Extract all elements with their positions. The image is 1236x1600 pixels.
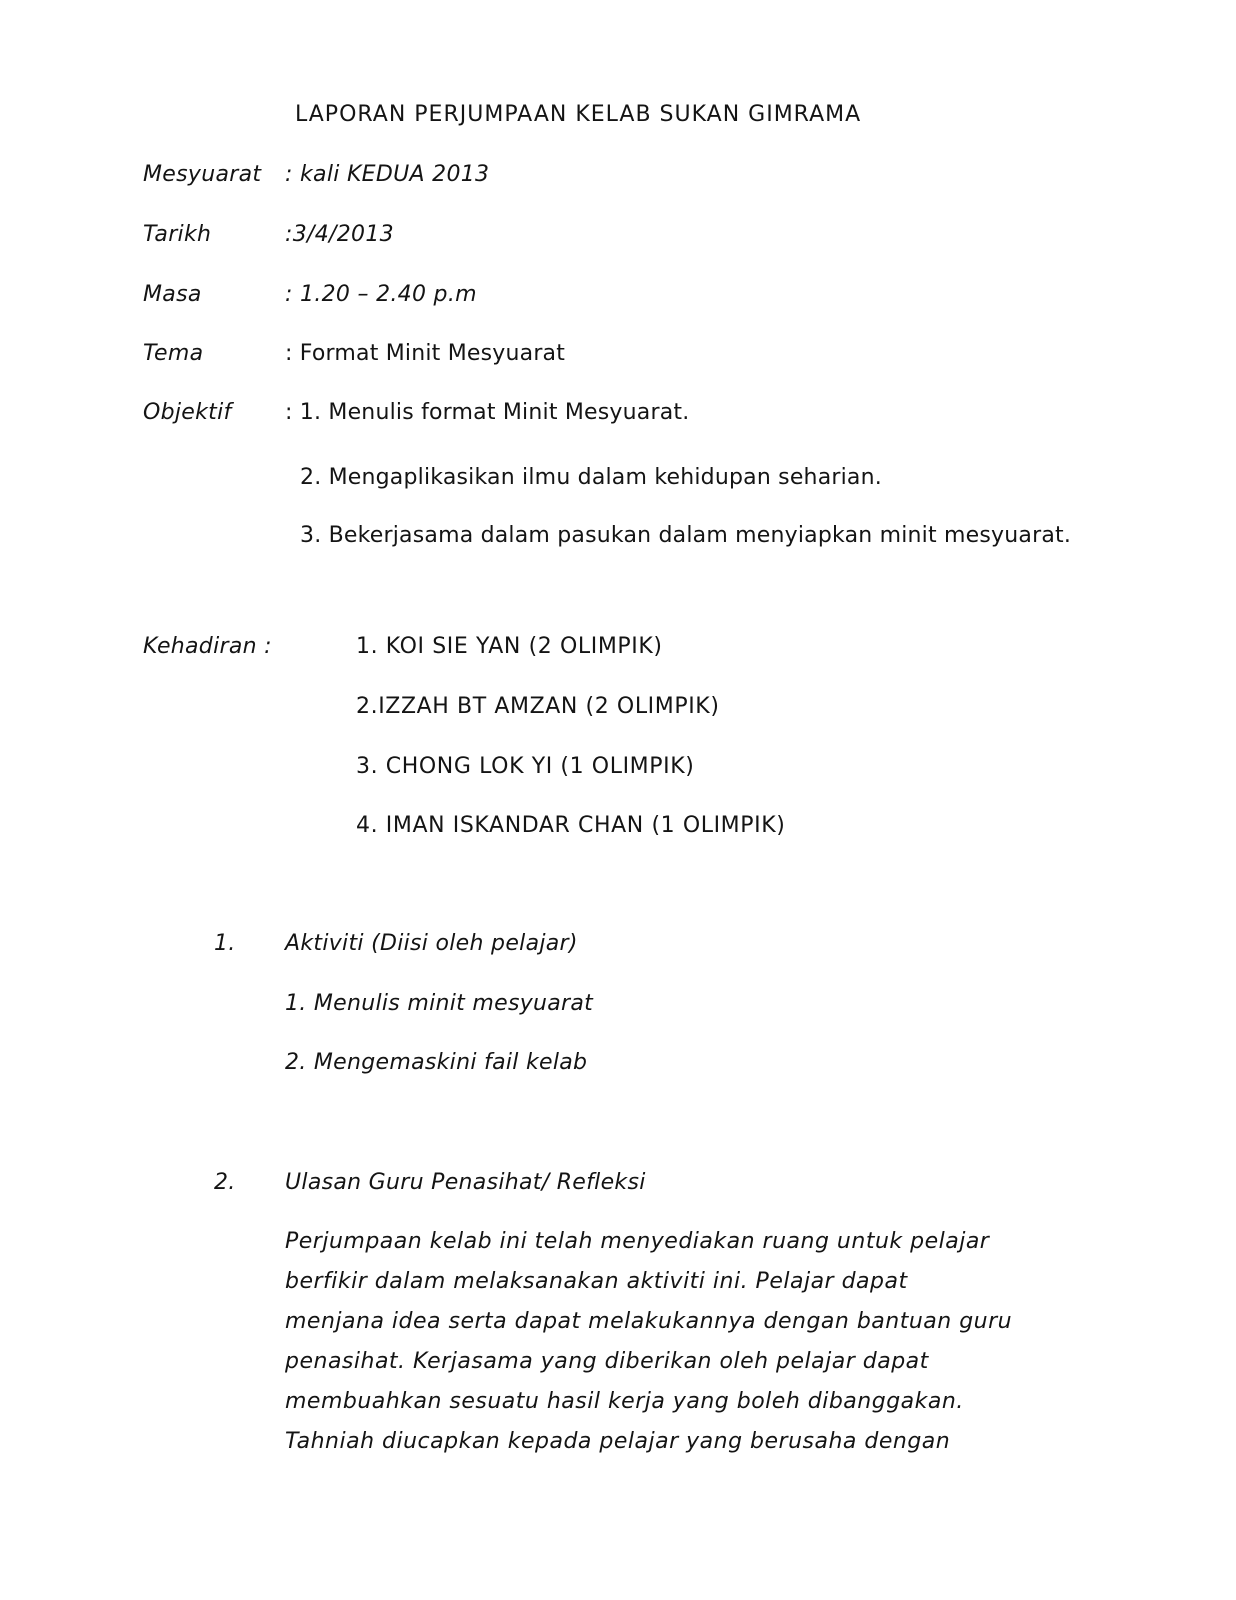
report-title: LAPORAN PERJUMPAAN KELAB SUKAN GIMRAMA [295,102,862,127]
attendance-name: 1. KOI SIE YAN (2 OLIMPIK) [356,634,663,659]
field-label-tema: Tema [143,341,204,366]
field-label-mesyuarat: Mesyuarat [143,162,262,187]
reflection-line: Perjumpaan kelab ini telah menyediakan ruang untuk pelajar [285,1229,990,1254]
reflection-line: membuahkan sesuatu hasil kerja yang boleh dibanggakan. [285,1389,964,1414]
objective-item-2: 2. Mengaplikasikan ilmu dalam kehidupan seharian. [300,465,882,490]
field-label-tarikh: Tarikh [143,222,212,247]
field-value-objektif: : 1. Menulis format Minit Mesyuarat. [285,400,690,425]
attendance-label: Kehadiran : [143,634,272,659]
objective-item-3: 3. Bekerjasama dalam pasukan dalam menyiapkan minit mesyuarat. [300,523,1072,548]
section-2-number: 2. [214,1170,236,1195]
field-value-tema: : Format Minit Mesyuarat [285,341,566,366]
field-value-mesyuarat: : kali KEDUA 2013 [285,162,490,187]
activity-item: 1. Menulis minit mesyuarat [285,991,594,1016]
activity-item: 2. Mengemaskini fail kelab [285,1050,588,1075]
attendance-name: 3. CHONG LOK YI (1 OLIMPIK) [356,754,695,779]
attendance-name: 4. IMAN ISKANDAR CHAN (1 OLIMPIK) [356,813,786,838]
section-1-number: 1. [214,931,236,956]
field-label-masa: Masa [143,282,202,307]
reflection-line: penasihat. Kerjasama yang diberikan oleh pelajar dapat [285,1349,929,1374]
reflection-line: berfikir dalam melaksanakan aktiviti ini. Pelajar dapat [285,1269,908,1294]
reflection-line: menjana idea serta dapat melakukannya dengan bantuan guru [285,1309,1013,1334]
attendance-name: 2.IZZAH BT AMZAN (2 OLIMPIK) [356,694,720,719]
section-1-heading: Aktiviti (Diisi oleh pelajar) [285,931,578,956]
field-value-masa: : 1.20 – 2.40 p.m [285,282,477,307]
section-2-heading: Ulasan Guru Penasihat/ Refleksi [285,1170,646,1195]
reflection-line: Tahniah diucapkan kepada pelajar yang berusaha dengan [285,1429,951,1454]
field-value-tarikh: :3/4/2013 [285,222,394,247]
field-label-objektif: Objektif [143,400,232,425]
